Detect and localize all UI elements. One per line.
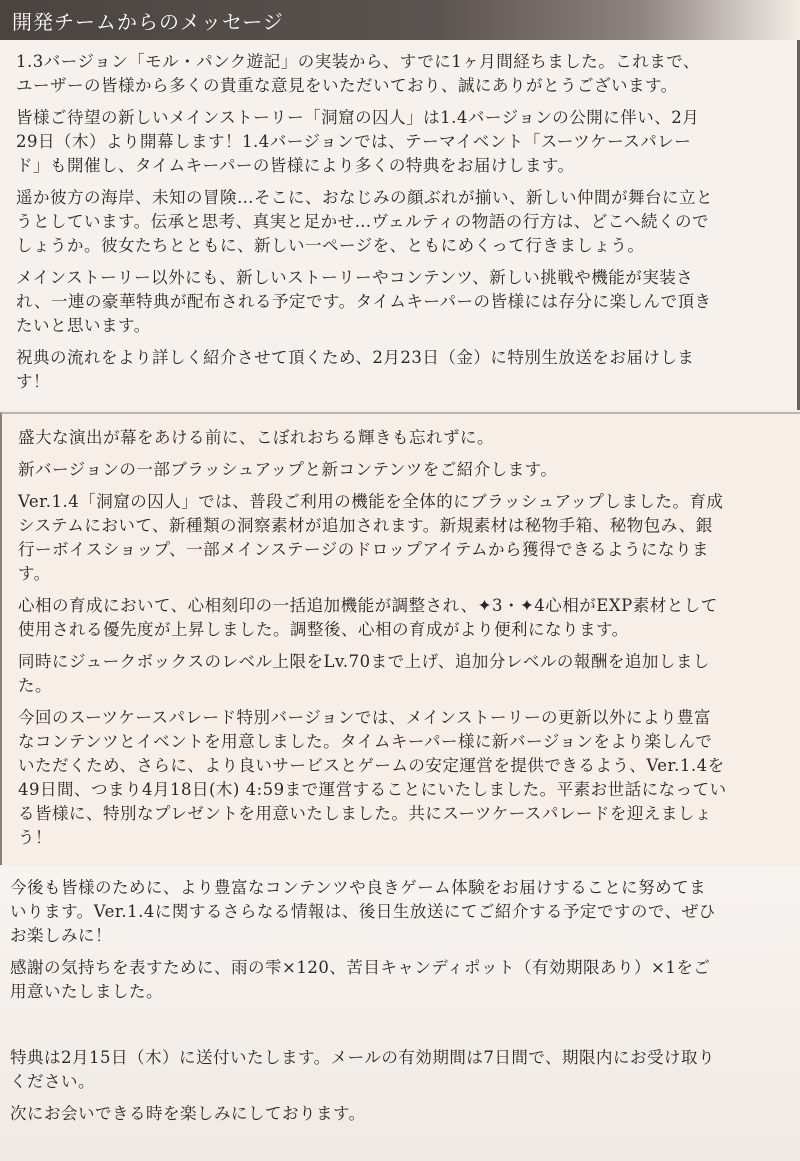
header-bar xyxy=(0,0,800,40)
paragraph: Ver.1.4「洞窟の囚人」では、普段ご利用の機能を全体的にブラッシュアップしました。育成 システムにおいて、新種類の洞察素材が追加されます。新規素材は秘物手箱、秘物包み、銀 行ーボイスショップ、一部メインステージのドロップアイテムから獲得できるようになりま す。 xyxy=(18,492,724,583)
paragraph: 今回のスーツケースパレード特別バージョンでは、メインストーリーの更新以外により豊富 なコンテンツとイベントを用意しました。タイムキーパー様に新バージョンをより楽しんで いただくため、さらに、より良いサービスとゲームの安定運営を提供できるよう、Ver.1.4を 49日間、つまり4月18日(木) 4:59まで運営することにいたしました。平素お世話になってい る皆様に、特別なプレゼントを用意いたしました。共にスーツケースパレードを迎えましょ う！ xyxy=(18,708,727,847)
paragraph: 新バージョンの一部ブラッシュアップと新コンテンツをご紹介します。 xyxy=(18,460,558,479)
paragraph: 1.3バージョン「モル・パンク遊記」の実装から、すでに1ヶ月間経ちました。これまで、 ユーザーの皆様から多くの貴重な意見をいただいており、誠にありがとうございます。 xyxy=(16,52,700,95)
paragraph: 盛大な演出が幕をあける前に、こぼれおちる輝きも忘れずに。 xyxy=(18,428,494,447)
message-section-2 xyxy=(0,412,800,865)
paragraph: 感謝の気持ちを表すために、雨の雫×120、苦目キャンディポット（有効期限あり）×1をご 用意いたしました。 xyxy=(10,958,711,1001)
page-title: 開発チームからのメッセージ xyxy=(12,9,284,34)
paragraph: 同時にジュークボックスのレベル上限をLv.70まで上げ、追加分レベルの報酬を追加しまし た。 xyxy=(18,652,710,695)
paragraph: 今後も皆様のために、より豊富なコンテンツや良きゲーム体験をお届けすることに努めてま いります。Ver.1.4に関するさらなる情報は、後日生放送にてご紹介する予定ですので、ぜひ お楽しみに！ xyxy=(10,878,716,945)
paragraph: 遥か彼方の海岸、未知の冒険…そこに、おなじみの顔ぶれが揃い、新しい仲間が舞台に立と うとしています。伝承と思考、真実と足かせ…ヴェルティの物語の行方は、どこへ続くので しょうか。彼女たちとともに、新しい一ページを、ともにめくって行きましょう。 xyxy=(16,188,713,255)
message-section-3 xyxy=(0,866,800,1161)
paragraph: 皆様ご待望の新しいメインストーリー「洞窟の囚人」は1.4バージョンの公開に伴い、2月 29日（木）より開幕します！1.4バージョンでは、テーマイベント「スーツケースパレー ド」も開催し、タイムキーパーの皆様により多くの特典をお届けします。 xyxy=(16,108,700,175)
paragraph: 次にお会いできる時を楽しみにしております。 xyxy=(10,1104,366,1123)
paragraph: 特典は2月15日（木）に送付いたします。メールの有効期間は7日間で、期限内にお受け取り ください。 xyxy=(10,1048,716,1091)
paragraph: 心相の育成において、心相刻印の一括追加機能が調整され、✦3・✦4心相がEXP素材として 使用される優先度が上昇しました。調整後、心相の育成がより便利になります。 xyxy=(18,596,718,639)
message-section-1 xyxy=(0,40,800,410)
paragraph: 祝典の流れをより詳しく紹介させて頂くため、2月23日（金）に特別生放送をお届けしま す！ xyxy=(16,348,695,391)
spacer xyxy=(10,1012,786,1046)
paragraph: メインストーリー以外にも、新しいストーリーやコンテンツ、新しい挑戦や機能が実装さ れ、一連の豪華特典が配布される予定です。タイムキーパーの皆様には存分に楽しんで頂き たいと思います。 xyxy=(16,268,712,335)
